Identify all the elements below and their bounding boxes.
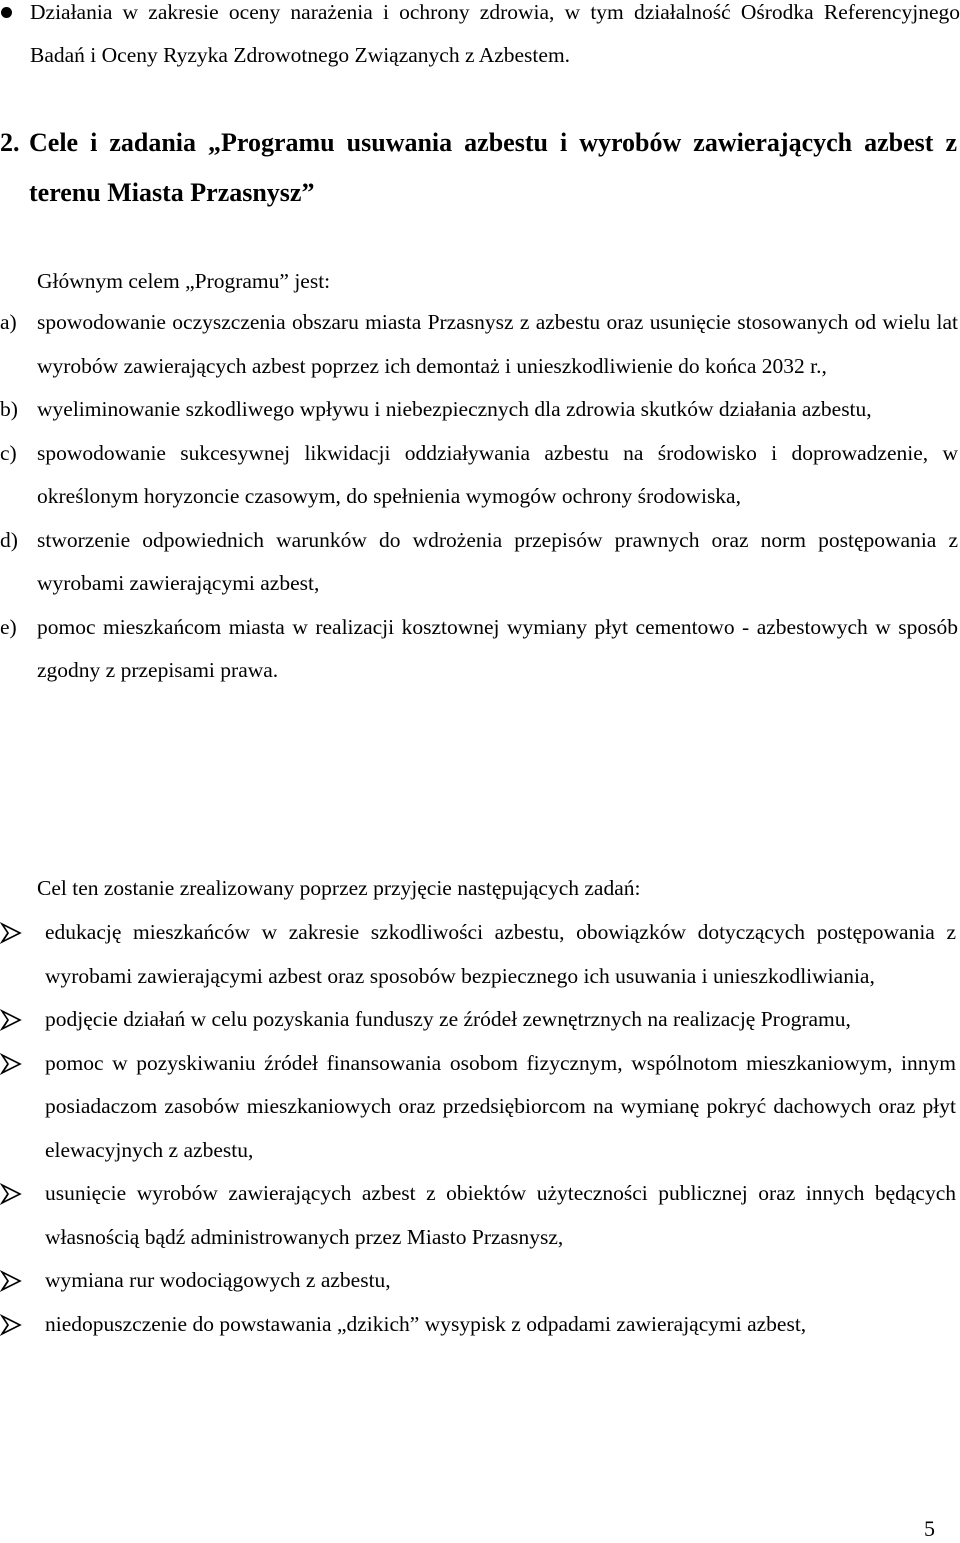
task-text: niedopuszczenie do powstawania „dzikich” wysypisk z odpadami zawierającymi azbest,: [45, 1311, 807, 1336]
arrow-bullet-icon: [0, 1314, 22, 1336]
goal-marker: a): [0, 310, 17, 334]
task-text: wymiana rur wodociągowych z azbestu,: [45, 1268, 391, 1292]
section-title: Cele i zadania „Programu usuwania azbestu i wyrobów zawierających azbest z terenu Miasta Przasnysz”: [29, 128, 957, 207]
task-text: usunięcie wyrobów zawierających azbest z obiektów użyteczności publicznej oraz innych będących własnością bądź administrowanych przez Miasto Przasnysz,: [45, 1181, 956, 1249]
tasks-list: [0, 911, 956, 1346]
goal-marker: b): [0, 397, 18, 421]
goal-text: spowodowanie sukcesywnej likwidacji oddziaływania azbestu na środowisko i doprowadzenie, w określonym horyzoncie czasowym, do spełnienia wymogów ochrony środowiska,: [37, 440, 958, 508]
task-item: [0, 1259, 956, 1303]
bullet-item-text: Działania w zakresie oceny narażenia i ochrony zdrowia, w tym działalność Ośrodka Referencyjnego Badań i Oceny Ryzyka Zdrowotnego Związanych z Azbestem.: [30, 0, 960, 67]
goal-item: [0, 432, 958, 519]
section-number: 2.: [0, 128, 20, 157]
arrow-bullet-icon: [0, 1009, 22, 1031]
goal-item: [0, 519, 958, 606]
task-text: pomoc w pozyskiwaniu źródeł finansowania osobom fizycznym, wspólnotom mieszkaniowym, innym posiadaczom zasobów mieszkaniowych oraz przedsiębiorcom na wymianę pokryć dachowych oraz płyt elewacyjnych z azbestu,: [45, 1050, 956, 1162]
goal-marker: e): [0, 614, 17, 639]
goal-text: spowodowanie oczyszczenia obszaru miasta Przasnysz z azbestu oraz usunięcie stosowanych od wielu lat wyrobów zawierających azbest poprzez ich demontaż i unieszkodliwienie do końca 2032 r.,: [37, 310, 958, 378]
page-number: 5: [924, 1516, 935, 1541]
goal-marker: d): [0, 527, 18, 552]
arrow-bullet-icon: [0, 1183, 22, 1205]
task-text: podjęcie działań w celu pozyskania funduszy ze źródeł zewnętrznych na realizację Programu,: [45, 1007, 851, 1031]
task-text: edukację mieszkańców w zakresie szkodliwości azbestu, obowiązków dotyczących postępowania z wyrobami zawierającymi azbest oraz sposobów bezpiecznego ich usuwania i unieszkodliwiania,: [45, 920, 956, 988]
goal-text: wyeliminowanie szkodliwego wpływu i niebezpiecznych dla zdrowia skutków działania azbestu,: [37, 397, 872, 421]
goal-text: stworzenie odpowiednich warunków do wdrożenia przepisów prawnych oraz norm postępowania z wyrobami zawierającymi azbest,: [37, 527, 958, 595]
task-item: [0, 1303, 956, 1347]
goals-intro: Głównym celem „Programu” jest:: [37, 269, 331, 293]
goal-item: [0, 606, 958, 693]
tasks-intro: Cel ten zostanie zrealizowany poprzez przyjęcie następujących zadań:: [37, 876, 641, 900]
continued-bullet-item: [0, 0, 960, 77]
task-item: [0, 1042, 956, 1173]
task-item: [0, 998, 956, 1042]
goal-text: pomoc mieszkańcom miasta w realizacji kosztownej wymiany płyt cementowo - azbestowych w sposób zgodny z przepisami prawa.: [37, 614, 958, 682]
goal-item: [0, 301, 958, 388]
arrow-bullet-icon: [0, 1053, 22, 1075]
goal-marker: c): [0, 440, 17, 465]
section-heading: [0, 118, 957, 218]
arrow-bullet-icon: [0, 1270, 22, 1292]
task-item: [0, 911, 956, 998]
arrow-bullet-icon: [0, 922, 22, 944]
task-item: [0, 1172, 956, 1259]
goal-item: [0, 388, 958, 432]
goals-list: [0, 301, 958, 693]
bullet-dot-icon: [1, 7, 12, 18]
